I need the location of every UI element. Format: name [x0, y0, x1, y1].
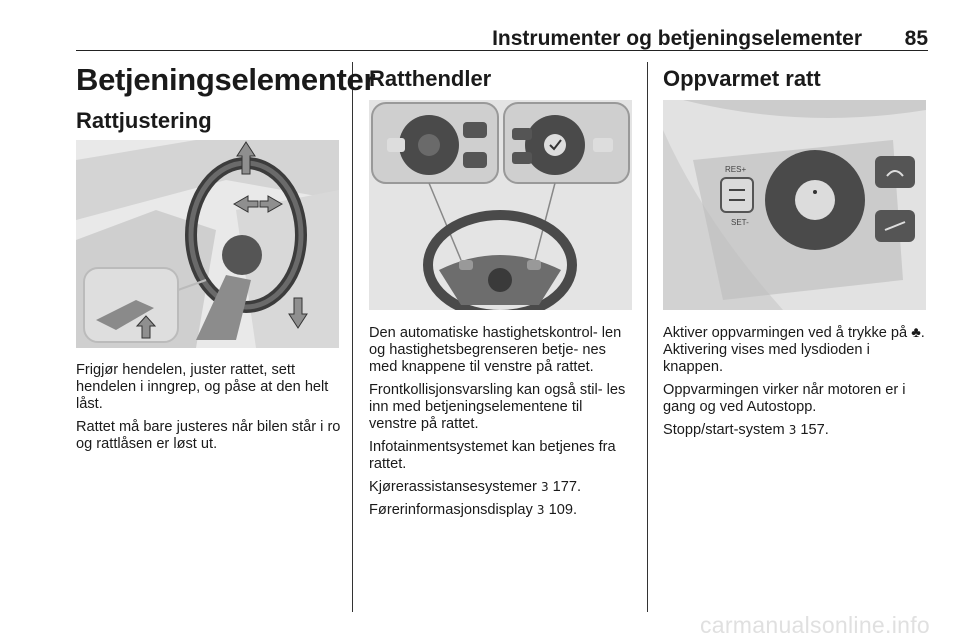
reference-page: 157.	[800, 422, 829, 438]
running-title: Instrumenter og betjeningselementer	[492, 27, 862, 50]
section-title: Betjeningselementer	[76, 62, 376, 97]
column-divider-1	[352, 62, 353, 612]
cross-reference[interactable]: Førerinformasjonsdisplay 3 109.	[369, 502, 577, 518]
reference-page: 109.	[548, 502, 577, 518]
paragraph: Oppvarmingen virker når motoren er i gang og ved Autostopp.	[663, 382, 906, 415]
set-label: SET-	[731, 218, 749, 227]
heading-ratthendler: Ratthendler	[369, 66, 492, 91]
reference-page: 177.	[552, 479, 582, 495]
heading-rattjustering: Rattjustering	[76, 108, 212, 133]
column-divider-2	[647, 62, 648, 612]
paragraph: Aktiver oppvarmingen ved å trykke på ♣. Aktivering vises med lysdioden i knappen.	[663, 325, 925, 375]
cross-reference[interactable]: Kjørerassistansesystemer 3 177.	[369, 479, 582, 495]
col2-body	[369, 325, 634, 525]
paragraph: Frigjør hendelen, juster rattet, sett hendelen i inngrep, og påse at den helt låst.	[76, 362, 329, 412]
page-header	[76, 22, 928, 51]
watermark: carmanualsonline.info	[699, 612, 930, 638]
reference-arrow-icon: 3	[540, 480, 549, 494]
paragraph: Frontkollisjonsvarsling kan også stil- les inn med betjeningselementene til venstre på rattet.	[369, 382, 626, 432]
reference-arrow-icon: 3	[536, 503, 545, 517]
heading-oppvarmet-ratt: Oppvarmet ratt	[663, 66, 821, 91]
paragraph: Rattet må bare justeres når bilen står i ro og rattlåsen er løst ut.	[76, 419, 341, 452]
steering-adjust-illustration	[76, 140, 339, 348]
reference-arrow-icon: 3	[788, 423, 797, 437]
page-number: 85	[904, 27, 928, 50]
res-label: RES+	[725, 165, 747, 174]
steering-wheel-controls-illustration	[369, 100, 632, 310]
paragraph: Den automatiske hastighetskontrol- len og hastighetsbegrenseren betje- nes med knappene til venstre på rattet.	[369, 325, 622, 375]
paragraph: Infotainmentsystemet kan betjenes fra rattet.	[369, 439, 616, 472]
col3-body	[663, 325, 929, 445]
heated-wheel-button-illustration	[663, 100, 926, 310]
col1-body	[76, 362, 341, 459]
cross-reference[interactable]: Stopp/start-system 3 157.	[663, 422, 829, 438]
